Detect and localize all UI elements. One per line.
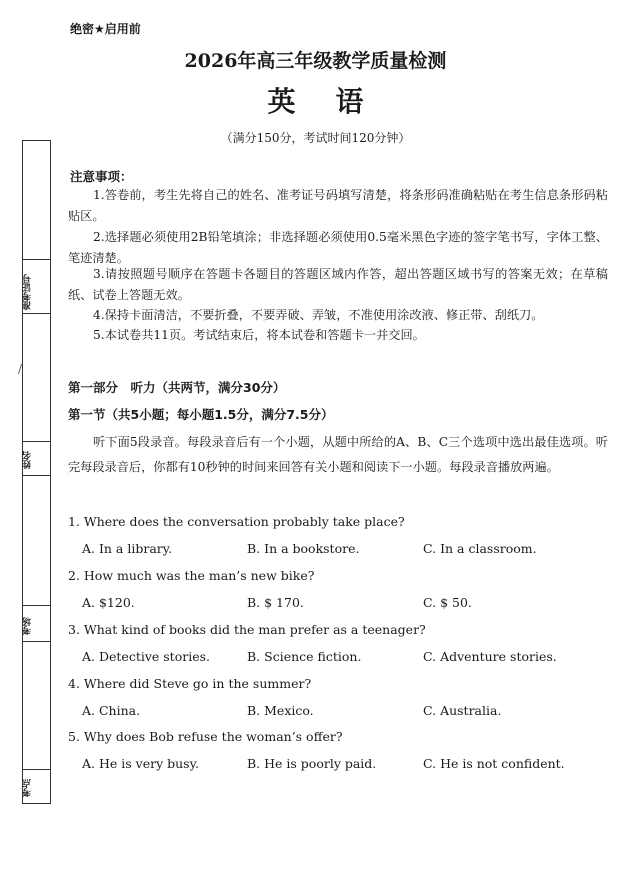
option-b: B. $ 170. <box>247 595 304 610</box>
option-a: A. He is very busy. <box>82 756 199 771</box>
notice-item: 4.保持卡面清洁，不要折叠，不要弄破、弄皱，不准使用涂改液、修正带、刮纸刀。 <box>93 308 544 322</box>
confidential-label: 绝密★启用前 <box>70 22 141 36</box>
question-stem: 4. Where did Steve go in the summer? <box>68 676 312 691</box>
strip-divider <box>23 475 50 476</box>
option-c: C. Adventure stories. <box>423 649 557 664</box>
option-a: A. $120. <box>82 595 135 610</box>
notice-item: 5.本试卷共11页。考试结束后，将本试卷和答题卡一并交回。 <box>93 328 425 342</box>
option-c: C. He is not confident. <box>423 756 565 771</box>
strip-divider <box>23 641 50 642</box>
question-stem: 5. Why does Bob refuse the woman’s offer? <box>68 729 343 744</box>
option-c: C. Australia. <box>423 703 502 718</box>
option-c: C. In a classroom. <box>423 541 537 556</box>
question-stem: 1. Where does the conversation probably take place? <box>68 514 405 529</box>
strip-divider <box>23 259 50 260</box>
strip-divider <box>23 769 50 770</box>
notice-item: 3.请按照题号顺序在答题卡各题目的答题区域内作答，超出答题区域书写的答案无效；在草稿纸、试卷上答题无效。 <box>68 267 608 302</box>
notice-heading: 注意事项： <box>70 169 133 184</box>
score-time-note: （满分150分，考试时间120分钟） <box>220 131 411 145</box>
notice-item: 1.答卷前，考生先将自己的姓名、准考证号码填写清楚，将条形码准确粘贴在考生信息条形码粘贴区。 <box>68 188 608 223</box>
option-b: B. Mexico. <box>247 703 314 718</box>
strip-divider <box>23 441 50 442</box>
option-b: B. Science fiction. <box>247 649 362 664</box>
question-stem: 2. How much was the man’s new bike? <box>68 568 315 583</box>
option-a: A. In a library. <box>82 541 173 556</box>
option-c: C. $ 50. <box>423 595 472 610</box>
option-b: B. In a bookstore. <box>247 541 360 556</box>
option-a: A. Detective stories. <box>82 649 210 664</box>
section-instruction: 听下面5段录音。每段录音后有一个小题，从题中所给的A、B、C三个选项中选出最佳选项。听完每段录音后，你都有10秒钟的时间来回答有关小题和阅读下一小题。每段录音播放两遍。 <box>68 435 608 474</box>
question-stem: 3. What kind of books did the man prefer as a teenager? <box>68 622 426 637</box>
section-heading: 第一节（共5小题；每小题1.5分，满分7.5分） <box>68 407 334 422</box>
exam-title: 2026年高三年级教学质量检测 <box>184 50 447 72</box>
binding-strip <box>22 140 51 804</box>
notice-item: 2.选择题必须使用2B铅笔填涂；非选择题必须使用0.5毫米黑色字迹的签字笔书写，字体工整、笔迹清楚。 <box>68 230 608 265</box>
option-a: A. China. <box>82 703 141 718</box>
strip-divider <box>23 313 50 314</box>
subject-title: 英语 <box>267 85 404 118</box>
strip-label-site: 考点 <box>23 779 33 797</box>
strip-label-exam-number: 准考证号 <box>23 274 33 310</box>
strip-label-room: 考场 <box>23 617 33 635</box>
part-heading: 第一部分 听力（共两节，满分30分） <box>68 380 286 395</box>
strip-label-name: 姓名 <box>23 451 33 469</box>
margin-mark: / <box>18 362 23 376</box>
option-b: B. He is poorly paid. <box>247 756 377 771</box>
strip-divider <box>23 605 50 606</box>
